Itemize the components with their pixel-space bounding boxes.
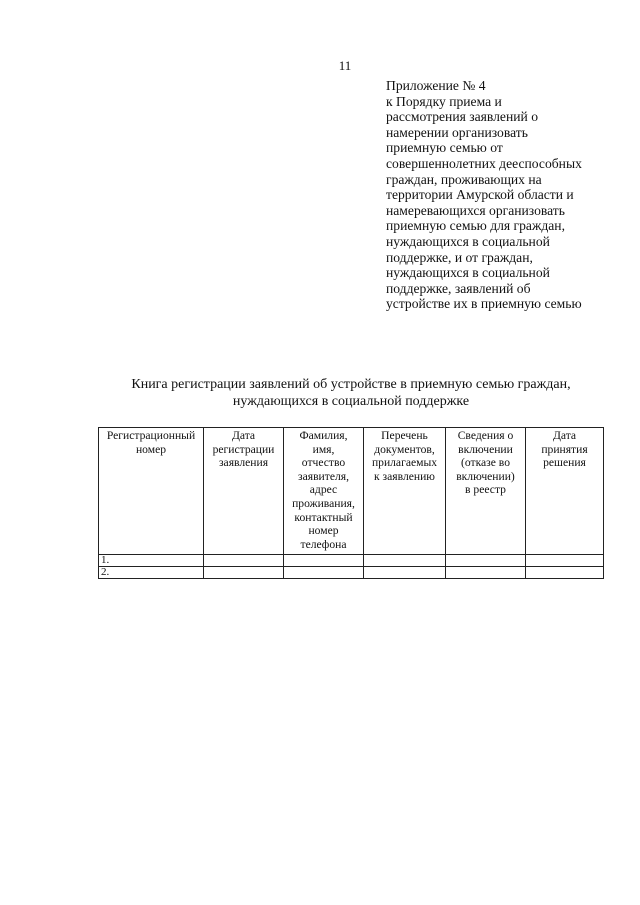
appendix-line: совершеннолетних дееспособных (386, 155, 582, 171)
column-header-line: к заявлению (374, 469, 435, 483)
column-header-line: Сведения о (457, 429, 514, 442)
empty-cell (526, 555, 604, 567)
column-header-line: контактный (294, 510, 353, 524)
column-header-line: номер (135, 442, 167, 456)
column-header-line: имя, (312, 442, 335, 456)
appendix-line: поддержке, заявлений об (386, 280, 531, 296)
table-row (99, 567, 604, 579)
column-header-line: Дата (552, 429, 577, 442)
column-header-line: телефона (300, 537, 347, 551)
appendix-line: поддержке, и от граждан, (386, 249, 533, 265)
appendix-line: намерении организовать (386, 124, 528, 140)
empty-cell (204, 555, 284, 567)
column-header-line: решения (543, 456, 586, 470)
appendix-line: к Порядку приема и (386, 93, 502, 109)
table-row (99, 555, 604, 567)
empty-cell (204, 567, 284, 579)
column-header-line: включении (458, 442, 513, 456)
column-header-line: (отказе во (461, 456, 510, 470)
column-header-line: Регистрационный (106, 429, 196, 442)
column-header-line: Перечень (381, 429, 428, 442)
column-header-line: Дата (231, 429, 256, 442)
book-title-line: Книга регистрации заявлений об устройстве в приемную семью граждан, (131, 377, 571, 392)
book-title (100, 376, 602, 410)
appendix-line: нуждающихся в социальной (386, 265, 550, 281)
column-header-line: прилагаемых (371, 456, 438, 470)
column-header (446, 428, 526, 555)
empty-cell (364, 555, 446, 567)
table-header-row (99, 428, 604, 555)
appendix-line: граждан, проживающих на (386, 171, 542, 187)
appendix-line: намеревающихся организовать (386, 202, 565, 218)
empty-cell (284, 567, 364, 579)
book-title-line: нуждающихся в социальной поддержке (232, 394, 470, 409)
appendix-line: территории Амурской области и (386, 187, 574, 203)
column-header-line: проживания, (292, 496, 355, 510)
column-header-line: документов, (374, 442, 435, 456)
appendix-heading (386, 78, 626, 312)
column-header (364, 428, 446, 555)
empty-cell (364, 567, 446, 579)
row-number: 2. (99, 567, 204, 579)
empty-cell (446, 555, 526, 567)
column-header (204, 428, 284, 555)
column-header-line: включении) (456, 469, 515, 483)
appendix-line: нуждающихся в социальной (386, 233, 550, 249)
column-header-line: номер (308, 524, 339, 538)
column-header (99, 428, 204, 555)
registration-table (98, 427, 604, 579)
appendix-line: устройстве их в приемную семью (386, 296, 582, 312)
page-number: 11 (338, 58, 352, 73)
empty-cell (284, 555, 364, 567)
column-header-line: заявителя, (298, 469, 349, 483)
empty-cell (446, 567, 526, 579)
empty-cell (526, 567, 604, 579)
column-header-line: адрес (309, 483, 338, 497)
column-header-line: регистрации (212, 442, 275, 456)
column-header-line: отчество (301, 456, 346, 470)
appendix-line: приемную семью для граждан, (386, 218, 565, 234)
column-header-line: Фамилия, (299, 429, 348, 442)
appendix-line: приемную семью от (386, 140, 503, 156)
column-header (284, 428, 364, 555)
column-header (526, 428, 604, 555)
column-header-line: в реестр (465, 483, 506, 497)
appendix-line: рассмотрения заявлений о (386, 109, 538, 125)
column-header-line: принятия (541, 442, 588, 456)
column-header-line: заявления (218, 456, 269, 470)
appendix-line: Приложение № 4 (386, 78, 486, 93)
row-number: 1. (99, 555, 204, 567)
